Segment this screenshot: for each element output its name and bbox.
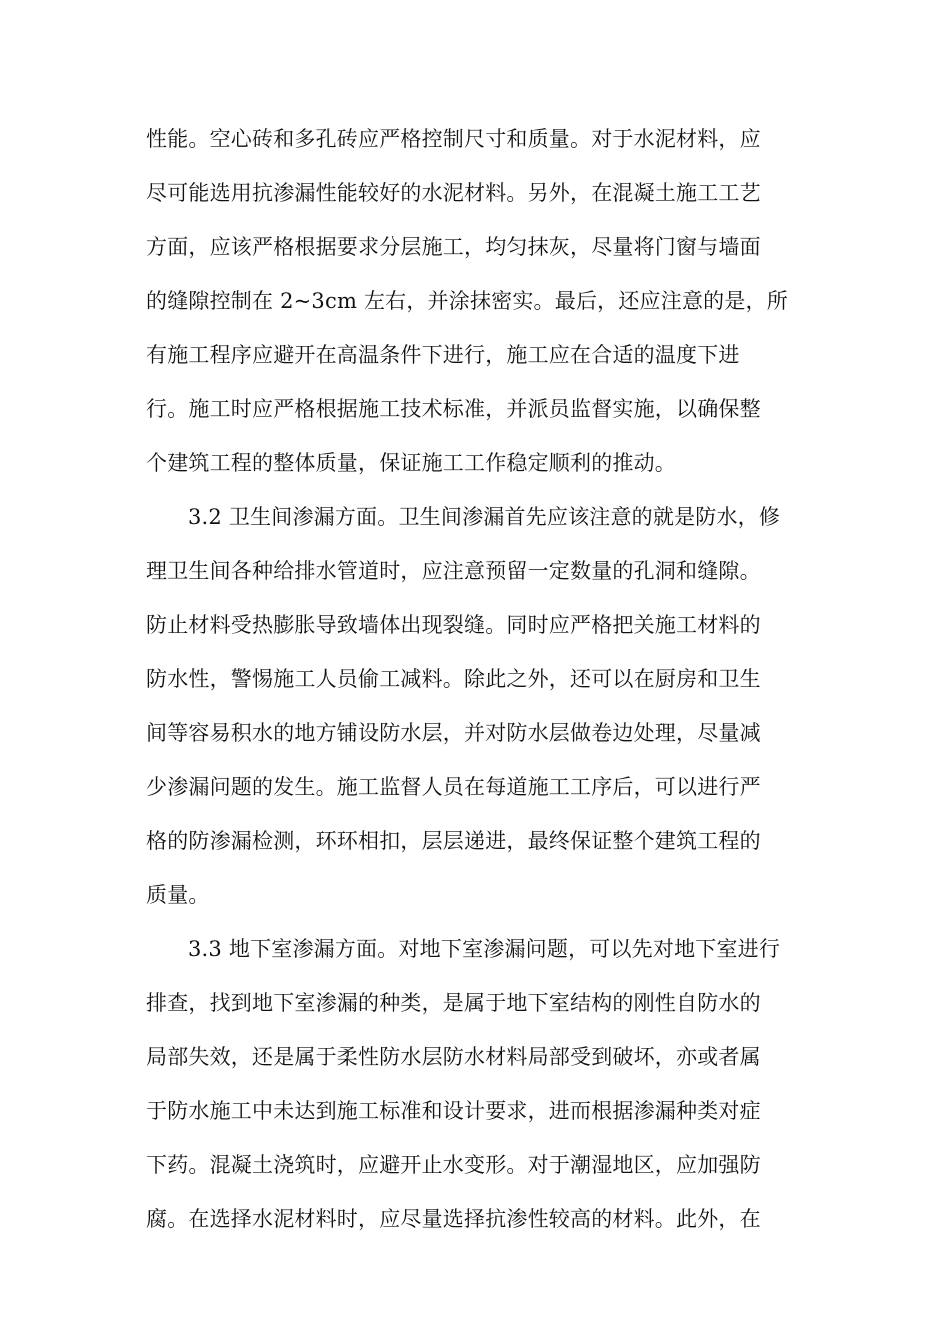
text-line: 理卫生间各种给排水管道时，应注意预留一定数量的孔洞和缝隙。: [146, 559, 761, 583]
text-line: 排查，找到地下室渗漏的种类，是属于地下室结构的刚性自防水的: [146, 991, 761, 1015]
text-line: 方面，应该严格根据要求分层施工，均匀抹灰，尽量将门窗与墙面: [146, 235, 761, 259]
text-line: 行。施工时应严格根据施工技术标准，并派员监督实施，以确保整: [146, 397, 761, 421]
text-line: 质量。: [146, 883, 210, 907]
text-line: 防止材料受热膨胀导致墙体出现裂缝。同时应严格把关施工材料的: [146, 613, 761, 637]
text-line: 腐。在选择水泥材料时，应尽量选择抗渗性较高的材料。此外，在: [146, 1207, 761, 1231]
text-line: 于防水施工中未达到施工标准和设计要求，进而根据渗漏种类对症: [146, 1099, 761, 1123]
section-heading-line: 3.2 卫生间渗漏方面。卫生间渗漏首先应该注意的就是防水，修: [188, 505, 781, 529]
text-line: 个建筑工程的整体质量，保证施工工作稳定顺利的推动。: [146, 451, 676, 475]
text-line: 有施工程序应避开在高温条件下进行，施工应在合适的温度下进: [146, 343, 740, 367]
text-line: 的缝隙控制在 2~3cm 左右，并涂抹密实。最后，还应注意的是，所: [146, 289, 788, 313]
text-line: 下药。混凝土浇筑时，应避开止水变形。对于潮湿地区，应加强防: [146, 1153, 761, 1177]
text-line: 性能。空心砖和多孔砖应严格控制尺寸和质量。对于水泥材料，应: [146, 127, 761, 151]
text-line: 间等容易积水的地方铺设防水层，并对防水层做卷边处理，尽量减: [146, 721, 761, 745]
text-line: 少渗漏问题的发生。施工监督人员在每道施工工序后，可以进行严: [146, 775, 761, 799]
text-line: 尽可能选用抗渗漏性能较好的水泥材料。另外，在混凝土施工工艺: [146, 181, 761, 205]
text-line: 格的防渗漏检测，环环相扣，层层递进，最终保证整个建筑工程的: [146, 829, 761, 853]
text-line: 防水性，警惕施工人员偷工减料。除此之外，还可以在厨房和卫生: [146, 667, 761, 691]
text-line: 局部失效，还是属于柔性防水层防水材料局部受到破坏，亦或者属: [146, 1045, 761, 1069]
section-heading-line: 3.3 地下室渗漏方面。对地下室渗漏问题，可以先对地下室进行: [188, 937, 781, 961]
